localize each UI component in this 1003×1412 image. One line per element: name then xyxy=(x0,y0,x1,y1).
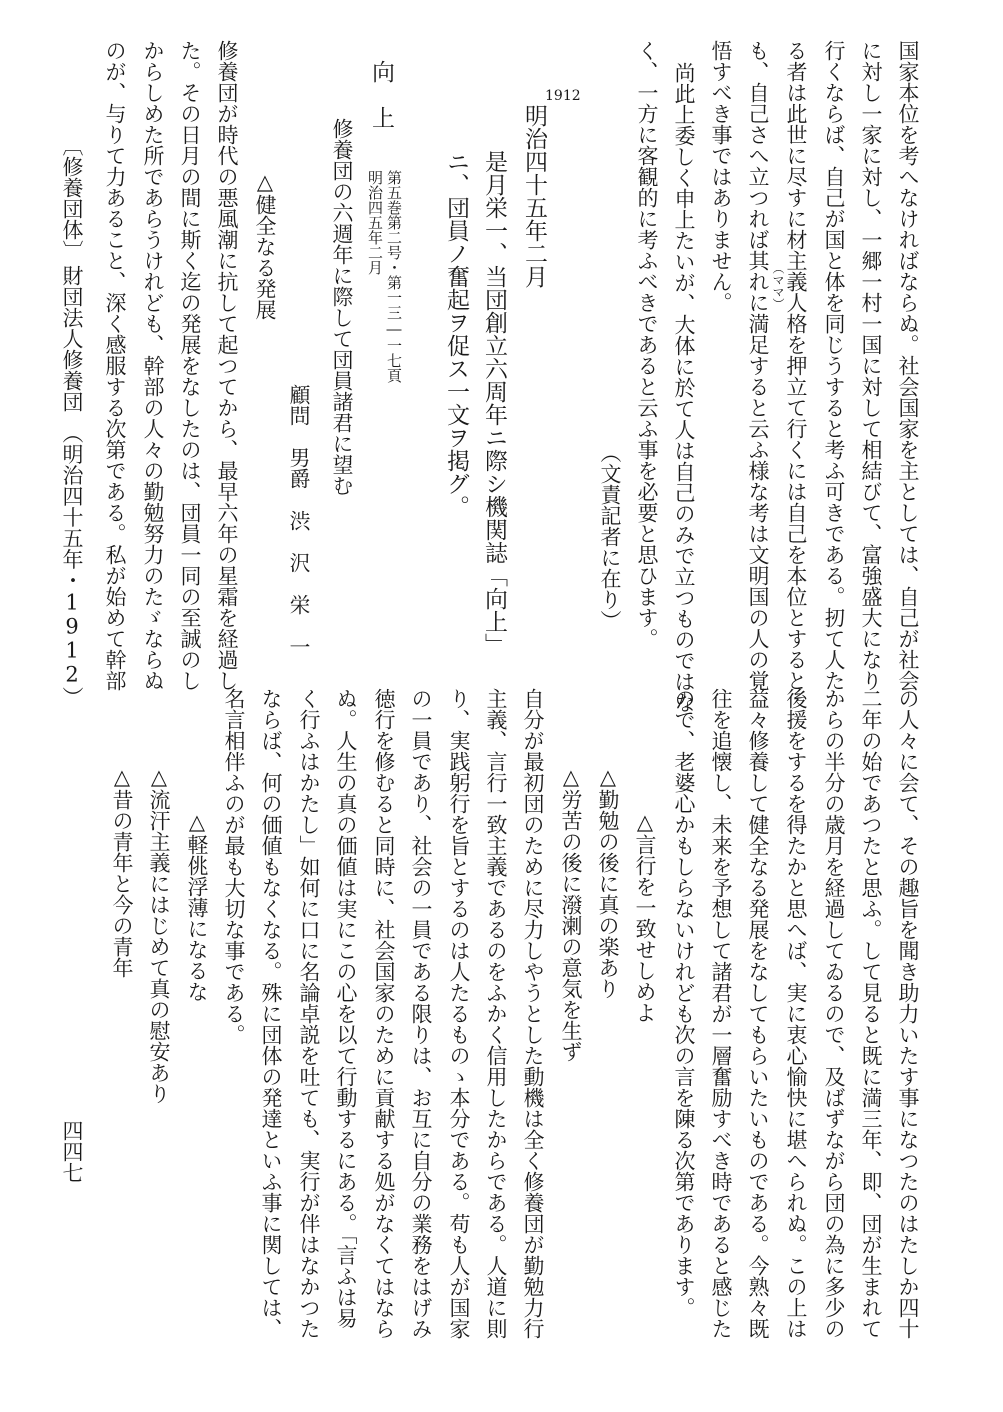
section-heading: △健全なる発展 xyxy=(253,170,277,320)
text-column: に対し一家に対し、一郷一村一国に対して相結びて、富強盛大になり xyxy=(859,40,883,691)
running-head-left: 〔修養団体〕 xyxy=(60,135,84,261)
section-heading: △軽佻浮薄になるな xyxy=(185,810,209,1002)
text-column: 尚此上委しく申上たいが、大体に於て人は自己のみで立つものではな xyxy=(672,62,696,713)
text-column: 修養団が時代の悪風潮に抗して起つてから、最早六年の星霜を経過し xyxy=(215,40,239,691)
text-column: 後援をするを得たかと思へば、実に衷心愉快に堪へられぬ。この上は xyxy=(784,688,808,1339)
text-column: 二年の始であつたと思ふ。して見ると既に満三年、即、団が生まれて xyxy=(859,688,883,1339)
date-heading: 明治四十五年二月 xyxy=(521,104,547,288)
text-column: の一員であり、社会の一員である限りは、お互に自分の業務をはげみ xyxy=(409,688,433,1339)
ruby-annotation: （ママ） xyxy=(771,262,785,310)
text-column: 悟すべき事ではありません。 xyxy=(709,40,733,313)
section-heading: △言行を一致せしめよ xyxy=(633,810,657,1023)
article-title: 修養団の六週年に際して団員諸君に望む xyxy=(330,118,354,496)
section-heading: △勤勉の後に真の楽あり xyxy=(596,765,620,999)
source-date: 明治四五年二月 xyxy=(366,170,384,275)
text-column: る者は此世に尽すに材主義人格を押立て行くには自己を本位とすると xyxy=(784,40,808,691)
text-column: からしめた所であらうけれども、幹部の人々の勤勉努力のたゞならぬ xyxy=(141,40,165,691)
text-column: 国家本位を考へなければならぬ。社会国家を主としては、自己が社会 xyxy=(896,40,920,691)
text-column: 名言相伴ふのが最も大切な事である。 xyxy=(222,688,246,1045)
text-column: ならば、何の価値もなくなる。殊に団体の発達といふ事に関しては、 xyxy=(259,688,283,1339)
text-column: 行くならば、自己が国と体を同じうすると考ふ可きである。扨て人た xyxy=(822,40,846,691)
text-column: た。その日月の間に斯く迄の発展をなしたのは、団員一同の至誠のし xyxy=(178,40,202,691)
text-column: く、一方に客観的に考ふべきであると云ふ事を必要と思ひます。 xyxy=(635,40,659,649)
page-number: 四四七 xyxy=(60,1120,84,1183)
text-column: 徳行を修むると同時に、社会国家のために貢献する処がなくてはなら xyxy=(372,688,396,1339)
text-column: り、実践躬行を旨とするのは人たるものゝ本分である。苟も人が国家 xyxy=(447,688,471,1339)
source-detail: 第五巻第二号・第一三―一七頁 xyxy=(385,170,403,383)
text-column: の人々に会て、その趣旨を聞き助力いたす事になつたのはたしか四十 xyxy=(896,688,920,1339)
section-heading: △昔の青年と今の青年 xyxy=(110,765,134,978)
text-column: 自分が最初団のために尽力しやうとした動機は全く修養団が勤勉力行 xyxy=(521,688,545,1339)
year-arabic: 1912 xyxy=(545,88,581,104)
section-heading: △労苦の後に潑溂の意気を生ず xyxy=(559,765,583,1062)
source-title: 向 上 xyxy=(368,60,394,129)
attribution: （文責記者に在り） xyxy=(598,442,622,631)
text-column: 主義、言行一致主義であるのをふかく信用したからである。人道に則 xyxy=(484,688,508,1339)
entry-line: 是月栄一、当団創立六周年ニ際シ機関誌「向上」 xyxy=(481,150,507,656)
text-column: 益々修養して健全なる発展をなしてもらいたいものである。今熟々既 xyxy=(746,688,770,1339)
text-column: も、自己さへ立つれば其れに満足すると云ふ様な考は文明国の人の覚 xyxy=(746,40,770,691)
text-column: ぬ。人生の真の価値は実にこの心を以て行動するにある。「言ふは易 xyxy=(334,688,358,1329)
author: 顧問 男爵 渋 沢 栄 一 xyxy=(287,384,311,657)
text-column: ので、老婆心かもしらないけれども次の言を陳る次第であります。 xyxy=(672,688,696,1318)
entry-line: ニ、団員ノ奮起ヲ促ス一文ヲ掲グ。 xyxy=(443,150,469,518)
text-column: のが、与りて力あること、深く感服する次第である。私が始めて幹部 xyxy=(103,40,127,691)
section-heading: △流汗主義にはじめて真の慰安あり xyxy=(147,765,171,1104)
running-head-right: 財団法人修養団 （明治四十五年・1912） xyxy=(60,265,84,708)
text-column: 往を追懐し、未来を予想して諸君が一層奮励すべき時であると感じた xyxy=(709,688,733,1339)
text-column: く行ふはかたし」如何に口に名論卓説を吐ても、実行が伴はなかつた xyxy=(297,688,321,1339)
text-column: からの半分の歳月を経過してゐるので、及ばずながら団の為に多少の xyxy=(822,688,846,1339)
